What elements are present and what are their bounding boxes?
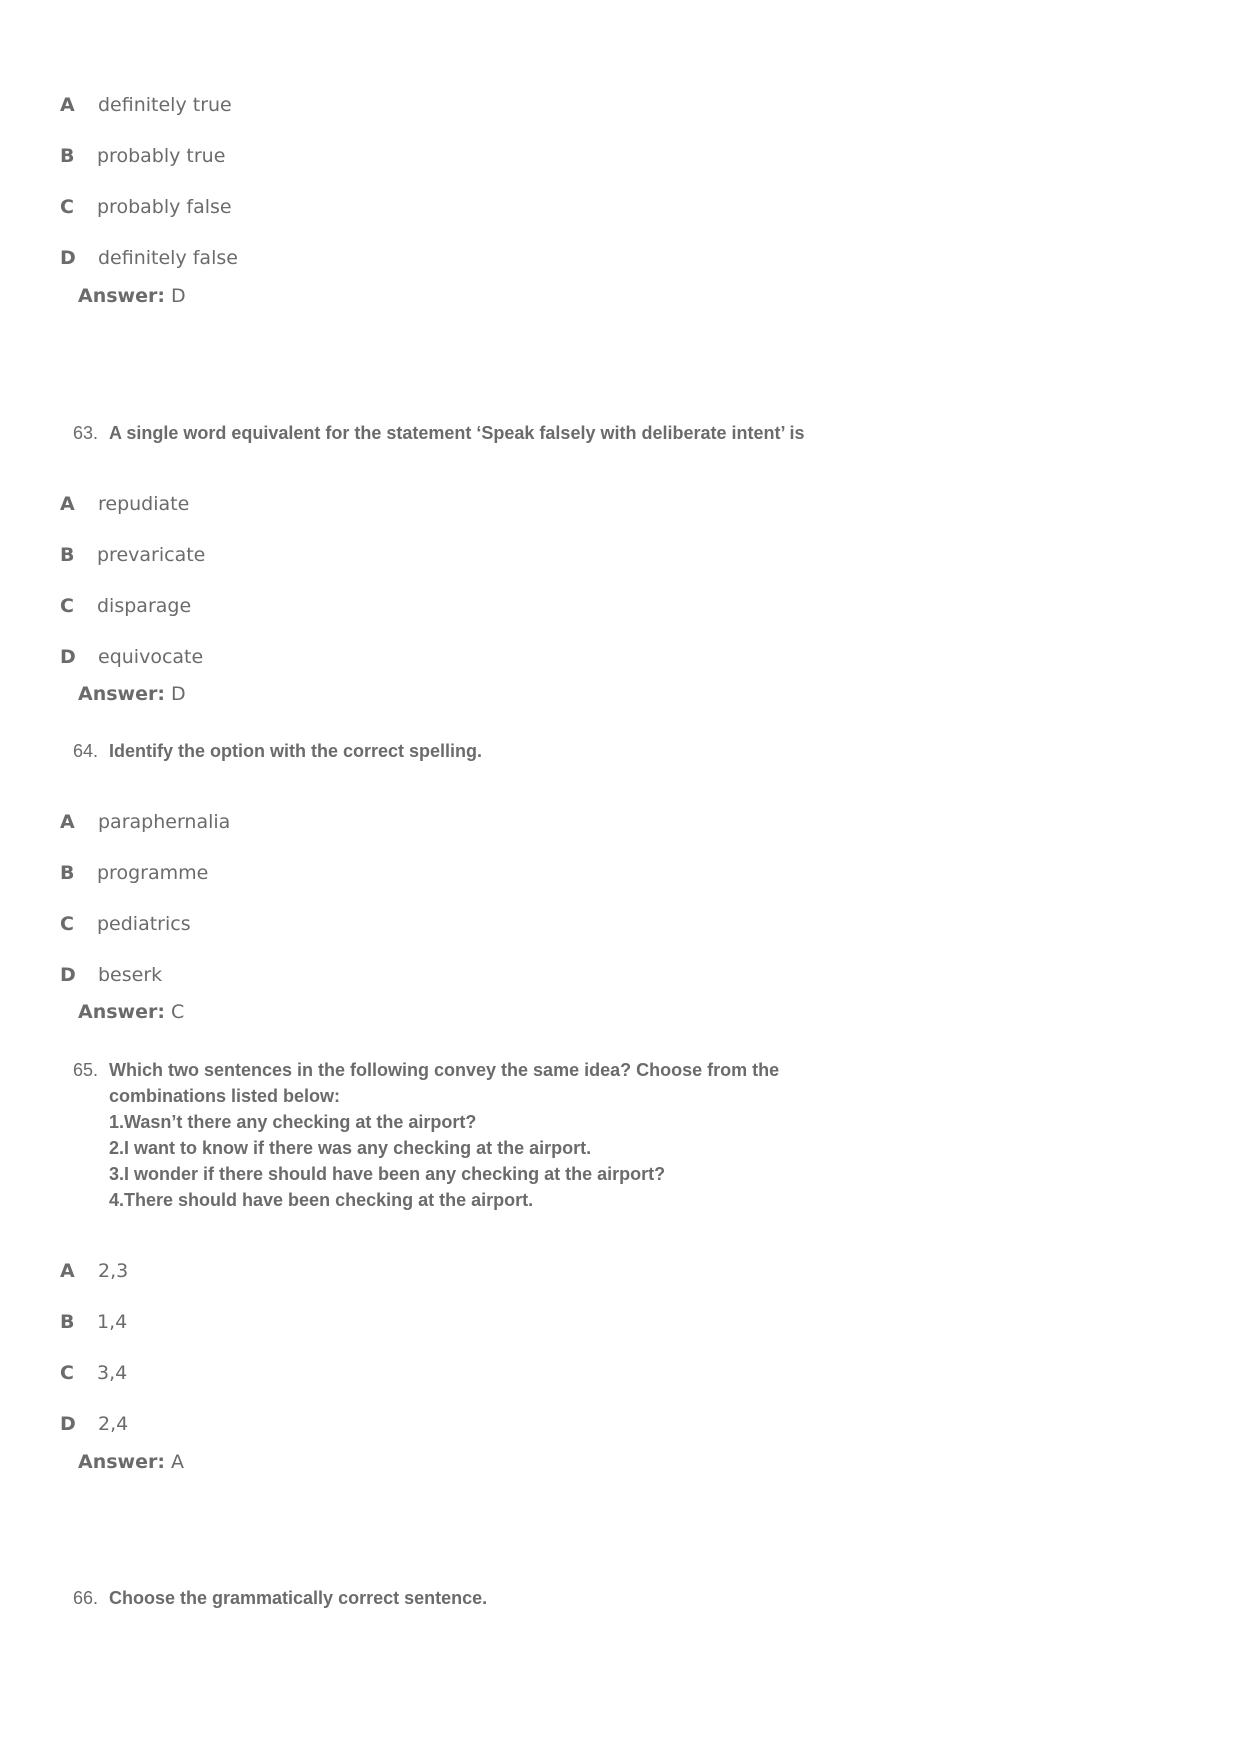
question-text: [109, 1057, 829, 1213]
option-letter: C: [60, 595, 74, 617]
option-letter: C: [60, 913, 74, 935]
option-text: definitely false: [98, 247, 238, 269]
option-text: paraphernalia: [98, 811, 231, 833]
question-line: 3.I wonder if there should have been any checking at the airport?: [109, 1164, 666, 1184]
answer-line: [78, 284, 186, 308]
option-text: 2,3: [98, 1260, 129, 1282]
option-text: disparage: [97, 595, 192, 617]
answer-line: [78, 1450, 184, 1474]
question-number: 63.: [73, 423, 99, 443]
answer-label: Answer:: [78, 285, 165, 307]
option-text: programme: [97, 862, 209, 884]
option-text: 1,4: [97, 1311, 128, 1333]
question-number: 65.: [73, 1060, 99, 1080]
answer-label: Answer:: [78, 1001, 165, 1023]
question-line: 2.I want to know if there was any checking at the airport.: [109, 1138, 592, 1158]
option-letter: B: [60, 862, 75, 884]
option-text: 3,4: [97, 1362, 128, 1384]
option-text: beserk: [98, 964, 163, 986]
option-letter: C: [60, 1362, 74, 1384]
question-line: 1.Wasn’t there any checking at the airport?: [109, 1112, 477, 1132]
question-text: A single word equivalent for the statement ‘Speak falsely with deliberate intent’ is: [109, 423, 805, 443]
question-text: Choose the grammatically correct sentence.: [109, 1588, 488, 1608]
option-letter: A: [60, 94, 75, 116]
option-text: pediatrics: [97, 913, 191, 935]
option-letter: A: [60, 1260, 75, 1282]
option-letter: B: [60, 544, 75, 566]
option-letter: C: [60, 196, 74, 218]
option-letter: A: [60, 493, 75, 515]
question-line: Which two sentences in the following convey the same idea? Choose from the: [109, 1060, 780, 1080]
question-line: combinations listed below:: [109, 1086, 341, 1106]
option-text: prevaricate: [97, 544, 206, 566]
answer-label: Answer:: [78, 683, 165, 705]
answer-label: Answer:: [78, 1451, 165, 1473]
option-text: 2,4: [98, 1413, 129, 1435]
answer-value: C: [171, 1001, 185, 1023]
option-letter: D: [60, 247, 76, 269]
option-text: probably false: [97, 196, 232, 218]
option-text: repudiate: [98, 493, 190, 515]
option-letter: D: [60, 1413, 76, 1435]
option-letter: B: [60, 145, 75, 167]
option-text: equivocate: [98, 646, 204, 668]
answer-value: D: [171, 683, 186, 705]
question-line: 4.There should have been checking at the airport.: [109, 1190, 534, 1210]
option-text: probably true: [97, 145, 226, 167]
option-letter: D: [60, 646, 76, 668]
option-letter: B: [60, 1311, 75, 1333]
answer-value: A: [171, 1451, 184, 1473]
answer-line: [78, 682, 186, 706]
question-number: 64.: [73, 741, 99, 761]
option-letter: D: [60, 964, 76, 986]
answer-value: D: [171, 285, 186, 307]
answer-line: [78, 1000, 184, 1024]
option-letter: A: [60, 811, 75, 833]
question-text: Identify the option with the correct spelling.: [109, 741, 483, 761]
option-text: definitely true: [98, 94, 232, 116]
question-number: 66.: [73, 1588, 99, 1608]
